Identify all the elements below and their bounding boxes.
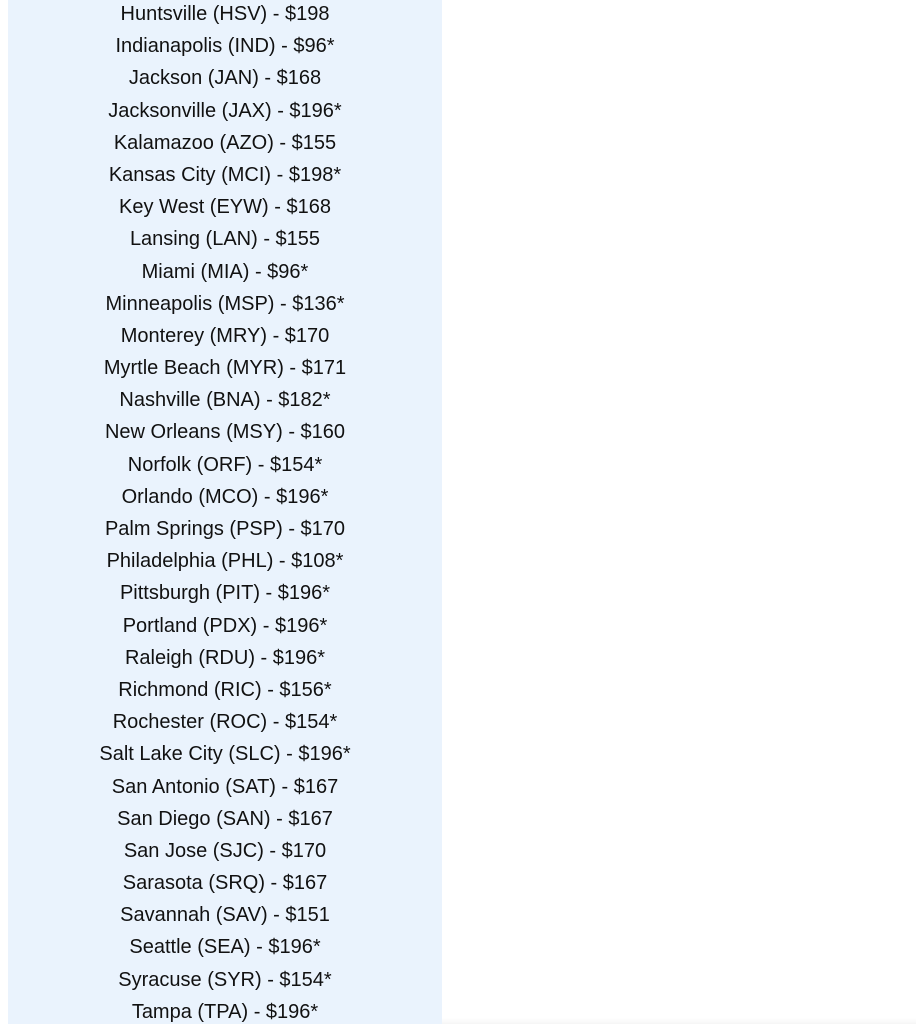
fare-list-item: Nashville (BNA) - $182* <box>119 389 331 412</box>
fare-list-item: Norfolk (ORF) - $154* <box>127 453 323 476</box>
fare-list-item: Palm Springs (PSP) - $170 <box>104 518 346 540</box>
fare-list-item: Seattle (SEA) - $196* <box>129 936 321 959</box>
fare-list-item: Richmond (RIC) - $156* <box>118 678 332 701</box>
fare-list-item: Miami (MIA) - $96* <box>141 260 309 283</box>
destination-fare-panel <box>8 0 442 1024</box>
fare-list-item: Pittsburgh (PIT) - $196* <box>119 582 331 605</box>
fare-list-item: Orlando (MCO) - $196* <box>121 485 329 508</box>
fare-list-item: San Jose (SJC) - $170 <box>123 839 327 862</box>
fare-list-item: Indianapolis (IND) - $96* <box>115 35 335 58</box>
fare-list-item: Myrtle Beach (MYR) - $171 <box>103 357 347 380</box>
fare-list-item: San Diego (SAN) - $167 <box>117 807 333 830</box>
fare-list-item: Lansing (LAN) - $155 <box>129 228 321 251</box>
page-bottom-shadow <box>442 1018 916 1024</box>
fare-list-item: San Antonio (SAT) - $167 <box>111 775 339 798</box>
fare-list-item: Philadelphia (PHL) - $108* <box>106 550 344 573</box>
fare-list-item: Kansas City (MCI) - $198* <box>108 163 342 186</box>
destination-fare-list <box>8 0 442 1024</box>
fare-list-item: Sarasota (SRQ) - $167 <box>122 872 328 895</box>
fare-list-item: Savannah (SAV) - $151 <box>120 904 330 927</box>
fare-list-item: Key West (EYW) - $168 <box>119 196 331 219</box>
fare-list-item: Rochester (ROC) - $154* <box>112 711 338 734</box>
fare-list-item: Minneapolis (MSP) - $136* <box>105 292 345 315</box>
fare-list-item: Jacksonville (JAX) - $196* <box>108 99 342 122</box>
fare-list-item: Syracuse (SYR) - $154* <box>118 968 332 991</box>
fare-list-item: Kalamazoo (AZO) - $155 <box>113 131 337 154</box>
fare-list-item: Tampa (TPA) - $196* <box>131 1000 319 1023</box>
fare-list-item: Jackson (JAN) - $168 <box>128 67 322 90</box>
fare-list-item: New Orleans (MSY) - $160 <box>104 421 346 444</box>
fare-list-item: Salt Lake City (SLC) - $196* <box>99 743 351 766</box>
fare-list-item: Portland (PDX) - $196* <box>122 614 328 637</box>
fare-list-item: Monterey (MRY) - $170 <box>120 324 330 347</box>
fare-list-item: Huntsville (HSV) - $198 <box>120 3 330 25</box>
fare-list-item: Raleigh (RDU) - $196* <box>124 646 326 669</box>
